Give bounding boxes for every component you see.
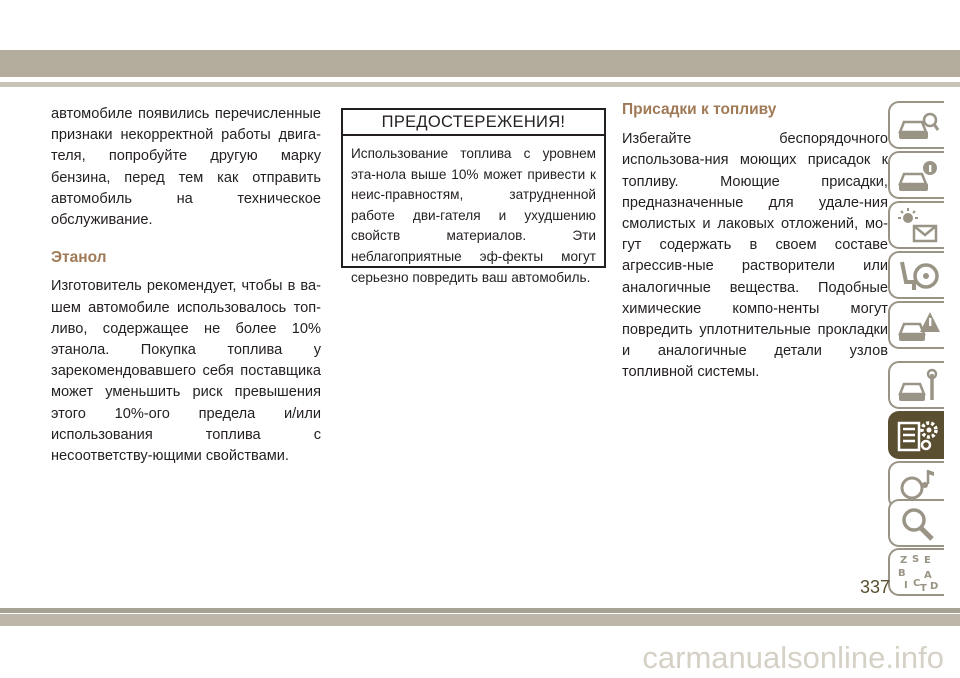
svg-text:B: B bbox=[898, 568, 906, 579]
svg-text:Z: Z bbox=[900, 555, 908, 566]
side-tab-seat-steering[interactable] bbox=[888, 251, 944, 299]
side-tab-car-info[interactable] bbox=[888, 151, 944, 199]
svg-text:C: C bbox=[913, 578, 921, 589]
car-search-icon bbox=[896, 106, 940, 146]
side-tab-search[interactable] bbox=[888, 499, 944, 547]
spec-list-gear-icon bbox=[896, 416, 940, 456]
svg-text:I: I bbox=[904, 580, 908, 591]
header-rule bbox=[0, 82, 960, 87]
side-tab-index[interactable] bbox=[888, 548, 944, 596]
side-tab-car-search[interactable] bbox=[888, 101, 944, 149]
right-column bbox=[622, 99, 888, 384]
car-wrench-icon bbox=[896, 366, 940, 406]
page-number: 337 bbox=[859, 577, 890, 597]
warning-title: ПРЕДОСТЕРЕЖЕНИЯ! bbox=[343, 110, 604, 136]
alphabet-index-icon bbox=[896, 553, 940, 593]
warning-text: Использование топлива с уровнем эта-нола выше 10% может привести к неис-правностям, затрудненной работе дви-гателя и ухудшению свойств материалов. Эти неблагоприятные эф-фекты могут серьезно повредить ваш автомобиль. bbox=[351, 146, 596, 285]
left-column bbox=[51, 104, 321, 467]
additives-heading: Присадки к топливу bbox=[622, 101, 777, 118]
svg-text:E: E bbox=[924, 555, 931, 566]
ethanol-heading: Этанол bbox=[51, 249, 107, 267]
light-message-icon bbox=[896, 206, 940, 246]
svg-text:A: A bbox=[924, 570, 932, 581]
footer-rule bbox=[0, 608, 960, 613]
watermark: carmanualsonline.info bbox=[642, 640, 944, 675]
header-band bbox=[0, 50, 960, 77]
footer-band bbox=[0, 614, 960, 626]
additives-paragraph: Избегайте беспорядочного использова-ния моющих присадок к топливу. Моющие присадки, предназначенные для удале-ния смолистых и лаковых отложений, мо-гут содержать в своем составе агрессив-ные растворители или аналогичные вещества. Подобные химические компо-ненты могут повредить уплотнительные прокладки и аналогичные детали узлов топливной системы. bbox=[622, 131, 888, 381]
left-intro-paragraph: автомобиле появились перечисленные признаки некорректной работы двига-теля, попробуйте другую марку бензина, перед тем как отправить автомобиль на техническое обслуживание. bbox=[51, 106, 321, 229]
side-tab-car-wrench[interactable] bbox=[888, 361, 944, 409]
warning-box bbox=[341, 108, 606, 285]
svg-text:D: D bbox=[930, 581, 939, 592]
svg-text:S: S bbox=[912, 554, 920, 565]
car-info-icon bbox=[896, 156, 940, 196]
svg-text:T: T bbox=[920, 583, 927, 593]
ethanol-paragraph: Изготовитель рекомендует, чтобы в ва-шем автомобиле использовалось топ-ливо, содержащее не более 10% этанола. Покупка топлива у зарекомендовавшего себя поставщика может уменьшить риск превышения этого 10%-ого предела и/или использования топлива с несоответству-ющими свойствами. bbox=[51, 278, 321, 465]
side-tab-specifications[interactable] bbox=[888, 411, 944, 459]
magnifier-icon bbox=[896, 504, 940, 544]
side-tab-lights-message[interactable] bbox=[888, 201, 944, 249]
car-warning-icon bbox=[896, 306, 940, 346]
seat-steering-icon bbox=[896, 256, 940, 296]
side-tab-car-warning[interactable] bbox=[888, 301, 944, 349]
